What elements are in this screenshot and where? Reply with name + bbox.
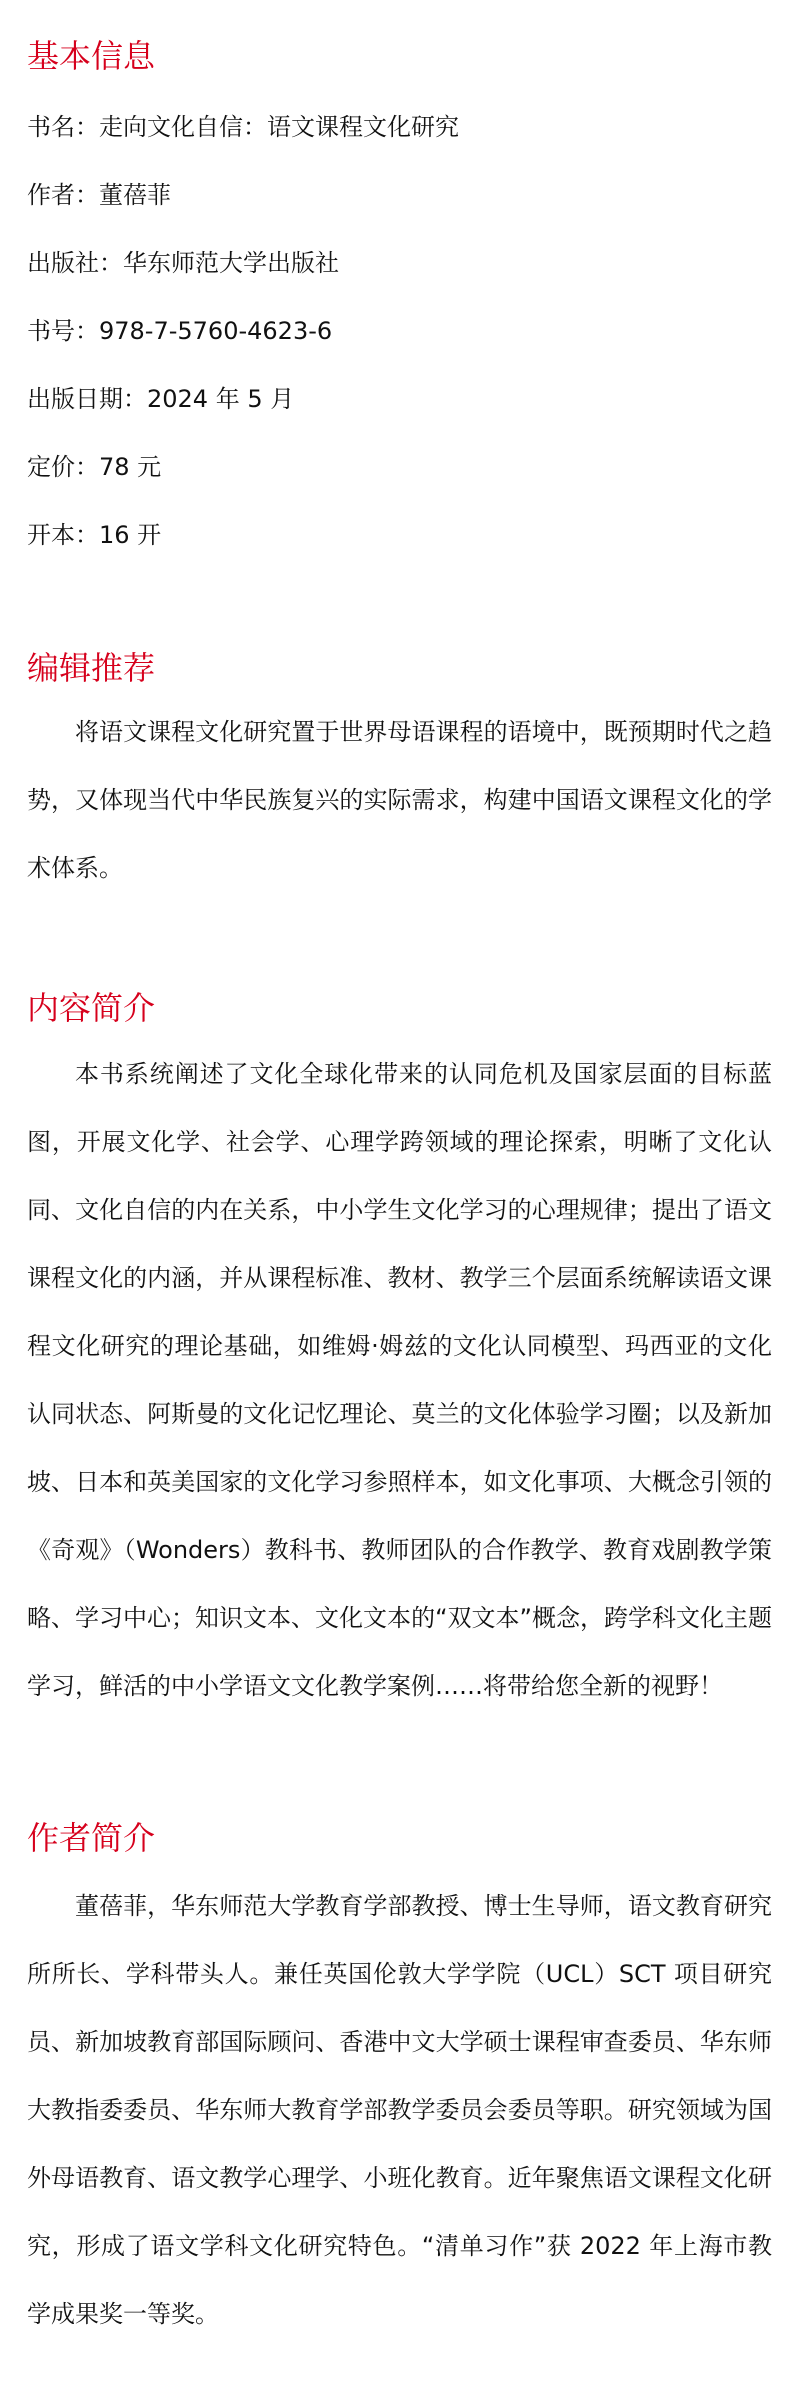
publisher-line: 出版社：华东师范大学出版社 — [27, 249, 339, 277]
editor-recommend-title: 编辑推荐 — [27, 649, 156, 687]
basic-info-title: 基本信息 — [27, 37, 156, 75]
isbn-line: 书号：978-7-5760-4623-6 — [27, 317, 333, 345]
author-line: 作者：董蓓菲 — [27, 181, 171, 209]
price-line: 定价：78 元 — [27, 453, 162, 481]
author-intro-title: 作者简介 — [27, 1819, 156, 1857]
format-line: 开本：16 开 — [27, 521, 162, 549]
publish-date-line: 出版日期：2024 年 5 月 — [27, 385, 295, 413]
content-intro-text: 本书系统阐述了文化全球化带来的认同危机及国家层面的目标蓝图，开展文化学、社会学、心理学跨领域的理论探索，明晰了文化认同、文化自信的内在关系，中小学生文化学习的心理规律；提出了语文课程文化的内涵，并从课程标准、教材、教学三个层面系统解读语文课程文化研究的理论基础，如维姆·姆兹的文化认同模型、玛西亚的文化认同状态、阿斯曼的文化记忆理论、莫兰的文化体验学习圈；以及新加坡、日本和英美国家的文化学习参照样本，如文化事项、大概念引领的《奇观》（Wonders）教科书、教师团队的合作教学、教育戏剧教学策略、学习中心；知识文本、文化文本的“双文本”概念，跨学科文化主题学习，鲜活的中小学语文文化教学案例……将带给您全新的视野！ — [27, 1060, 772, 1700]
editor-recommend-text: 将语文课程文化研究置于世界母语课程的语境中，既预期时代之趋势，又体现当代中华民族复兴的实际需求，构建中国语文课程文化的学术体系。 — [27, 718, 772, 882]
author-intro-text: 董蓓菲，华东师范大学教育学部教授、博士生导师，语文教育研究所所长、学科带头人。兼任英国伦敦大学学院（UCL）SCT 项目研究员、新加坡教育部国际顾问、香港中文大学硕士课程审查委员、华东师大教指委委员、华东师大教育学部教学委员会委员等职。研究领域为国外母语教育、语文教学心理学、小班化教育。近年聚焦语文课程文化研究，形成了语文学科文化研究特色。“清单习作”获 2022 年上海市教学成果奖一等奖。 — [27, 1892, 772, 2328]
book-title-line: 书名：走向文化自信：语文课程文化研究 — [27, 113, 459, 141]
content-intro-title: 内容简介 — [27, 989, 156, 1027]
